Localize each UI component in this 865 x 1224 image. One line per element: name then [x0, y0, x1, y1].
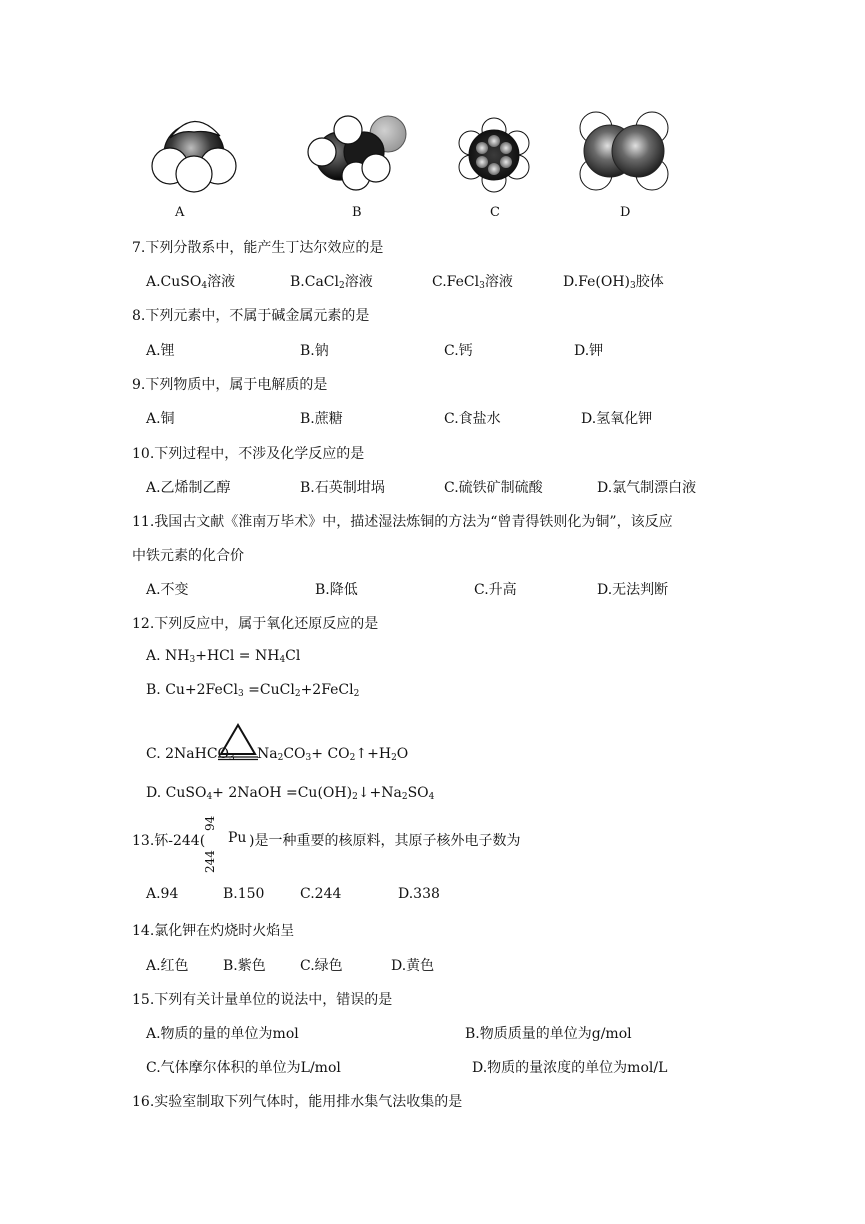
- question-16-stem: 16.实验室制取下列气体时，能用排水集气法收集的是: [132, 1094, 463, 1110]
- q15-option-a: A.物质的量的单位为mol: [146, 1026, 299, 1042]
- q13-option-a: A.94: [146, 886, 179, 902]
- question-7-stem: 7.下列分散系中，能产生丁达尔效应的是: [132, 240, 384, 256]
- q7-option-a: A.CuSO$_4$溶液: [146, 274, 236, 291]
- q11-option-d: D.无法判断: [597, 582, 669, 598]
- question-13-stem-suffix: )是一种重要的核原料，其原子核外电子数为: [249, 833, 521, 849]
- q14-option-c: C.绿色: [300, 958, 343, 974]
- q13-option-c: C.244: [300, 886, 342, 902]
- model-a-caption: A: [175, 205, 185, 220]
- question-13-stem-prefix: 13.钚-244(: [132, 833, 206, 849]
- question-15-stem: 15.下列有关计量单位的说法中，错误的是: [132, 992, 393, 1008]
- q8-option-c: C.钙: [444, 343, 473, 359]
- question-10-stem: 10.下列过程中，不涉及化学反应的是: [132, 446, 365, 462]
- q15-option-d: D.物质的量浓度的单位为mol/L: [472, 1060, 668, 1076]
- pu-nuclide-notation: [203, 813, 221, 873]
- nuclide-symbol: Pu: [228, 830, 247, 846]
- question-12-stem: 12.下列反应中，属于氧化还原反应的是: [132, 616, 379, 632]
- model-a-image: [148, 108, 244, 194]
- q10-option-c: C.硫铁矿制硫酸: [444, 480, 543, 496]
- q11-option-b: B.降低: [315, 582, 358, 598]
- q8-option-d: D.钾: [574, 343, 604, 359]
- q9-option-c: C.食盐水: [444, 411, 501, 427]
- question-8-stem: 8.下列元素中，不属于碱金属元素的是: [132, 308, 370, 324]
- nuclide-mass-number: 244: [203, 850, 217, 873]
- model-b-caption: B: [352, 205, 362, 220]
- question-11-stem-line1: 11.我国古文献《淮南万毕术》中，描述湿法炼铜的方法为“曾青得铁则化为铜”，该反应: [132, 514, 673, 530]
- q10-option-b: B.石英制坩埚: [300, 480, 385, 496]
- q9-option-a: A.铜: [146, 411, 175, 427]
- q11-option-a: A.不变: [146, 582, 189, 598]
- q11-option-c: C.升高: [474, 582, 517, 598]
- q9-option-b: B.蔗糖: [300, 411, 343, 427]
- model-d-image: [574, 108, 674, 194]
- q7-option-c: C.FeCl$_3$溶液: [432, 274, 513, 291]
- model-d-caption: D: [620, 205, 631, 220]
- q12-option-d: D. CuSO$_4$+ 2NaOH $=Cu(OH)_2↓+Na_2SO_4$: [146, 785, 435, 802]
- q8-option-a: A.锂: [146, 343, 175, 359]
- q13-option-d: D.338: [398, 886, 440, 902]
- question-9-stem: 9.下列物质中，属于电解质的是: [132, 377, 328, 393]
- nuclide-atomic-number: 94: [203, 815, 217, 831]
- q15-option-b: B.物质质量的单位为g/mol: [465, 1026, 632, 1042]
- question-14-stem: 14.氯化钾在灼烧时火焰呈: [132, 923, 295, 939]
- q7-option-d: $D.Fe(OH)_3$胶体: [563, 274, 664, 291]
- q12-option-b: B. Cu+2FeCl$_3$ =CuCl$_2$+2FeCl$_2$: [146, 682, 360, 699]
- q13-option-b: B.150: [223, 886, 265, 902]
- heating-triangle-icon: [218, 722, 258, 760]
- q7-option-b: B.CaCl$_2$溶液: [290, 274, 373, 291]
- model-c-caption: C: [490, 205, 500, 220]
- q8-option-b: B.钠: [300, 343, 329, 359]
- q10-option-a: A.乙烯制乙醇: [146, 480, 231, 496]
- model-b-image: [304, 112, 414, 192]
- q12-option-c-products: $Na_2CO_3+$ $CO_2↑+H_2O$: [257, 746, 409, 763]
- q9-option-d: D.氢氧化钾: [581, 411, 653, 427]
- q12-option-a: A. $NH_3+HCl = NH_4Cl$: [146, 648, 301, 665]
- q14-option-d: D.黄色: [391, 958, 435, 974]
- q14-option-b: B.紫色: [223, 958, 266, 974]
- question-11-stem-line2: 中铁元素的化合价: [132, 548, 244, 564]
- q14-option-a: A.红色: [146, 958, 189, 974]
- q12-option-c-reactant: C. 2NaHCO$_3$: [146, 746, 235, 763]
- model-c-image: [454, 116, 534, 192]
- q10-option-d: D.氯气制漂白液: [597, 480, 697, 496]
- q15-option-c: C.气体摩尔体积的单位为L/mol: [146, 1060, 341, 1076]
